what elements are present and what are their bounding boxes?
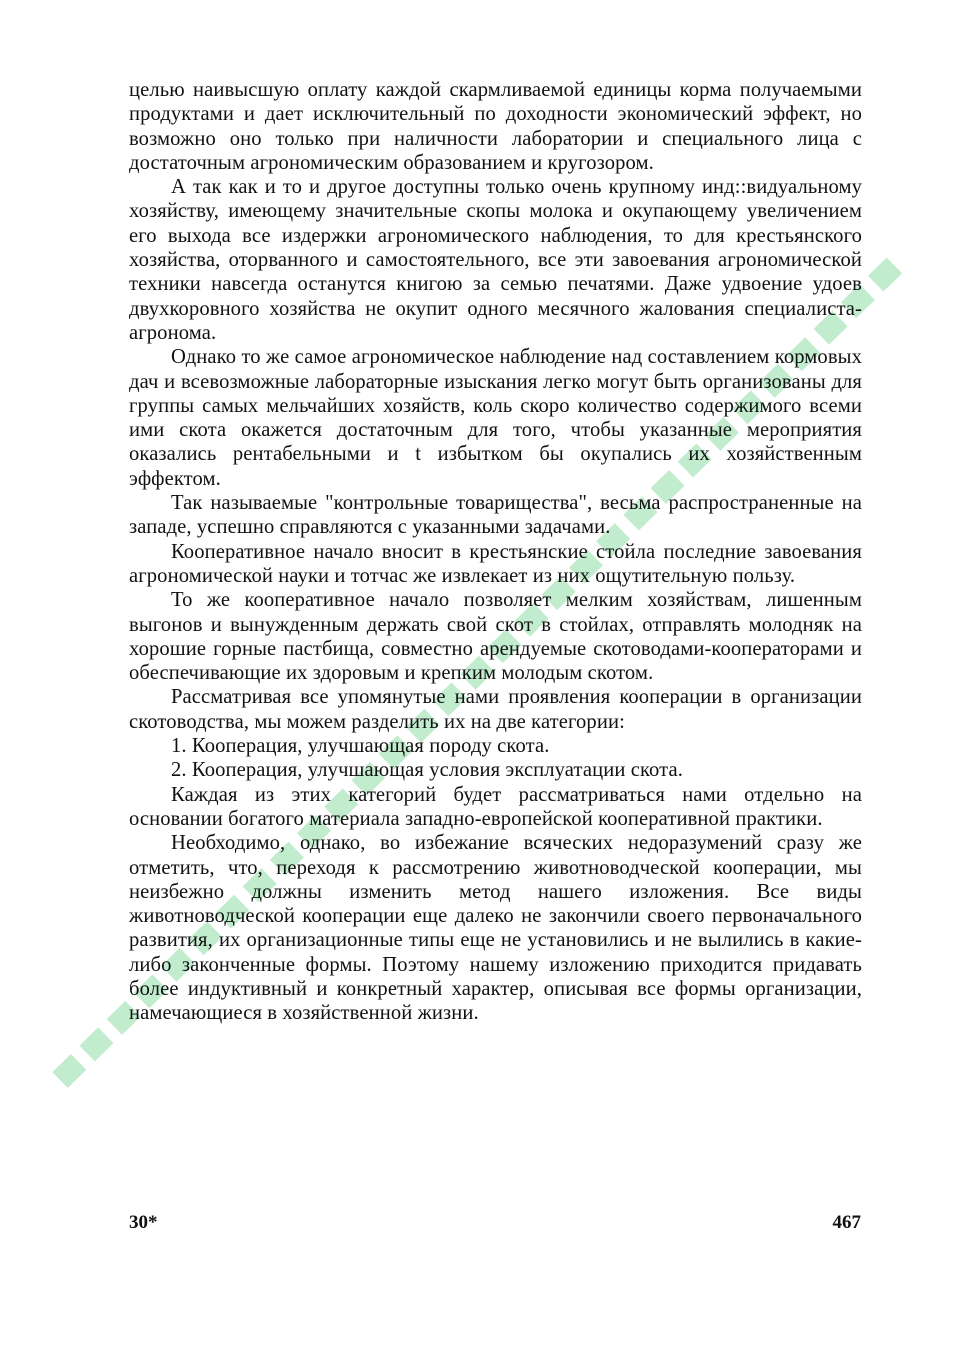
- paragraph: Кооперативное начало вносит в крестьянские стойла последние завоевания агрономической науки и тотчас же извлекает из них ощутительную пользу.: [129, 540, 862, 587]
- paragraph: Однако то же самое агрономическое наблюдение над составлением кормовых дач и всевозможные лабораторные изыскания легко могут быть организованы для группы самых мельчайших хозяйств, коль скоро количество содержимого всеми ими скота окажется достаточным для того, чтобы указанные мероприятия оказались рентабельными и t избытком бы окупались их хозяйственным эффектом.: [129, 346, 862, 490]
- page-number: 467: [832, 1212, 861, 1233]
- body-text: [129, 78, 862, 1026]
- signature-mark: 30*: [129, 1212, 158, 1233]
- paragraph: А так как и то и другое доступны только очень крупному инд::видуальному хозяйству, имеющему значительные скопы молока и окупающему увеличением его выхода все издержки агрономического наблюдения, то для крестьянского хозяйства, оторванного и самостоятельного, все эти завоевания агрономической техники навсегда останутся книгою за семью печатями. Даже удвоение удоев двухкоровного хозяйства не окупит одного месячного жалования специалиста-агронома.: [129, 176, 862, 344]
- list-item: 1. Кооперация, улучшающая породу скота.: [171, 735, 550, 758]
- paragraph: То же кооперативное начало позволяет мелким хозяйствам, лишенным выгонов и вынужденным держать свой скот в стойлах, отправлять молодняк на хорошие горные пастбища, совместно арендуемые скотоводами-кооператорами и обеспечивающие их здоровым и крепким молодым скотом.: [129, 589, 862, 685]
- paragraph: целью наивысшую оплату каждой скармливаемой единицы корма получаемыми продуктами и дает исключительный по доходности экономический эффект, но возможно оно только при наличности лаборатории и специального лица с достаточным агрономическим образованием и кругозором.: [129, 79, 862, 174]
- paragraph: Так называемые "контрольные товарищества", весьма распространенные на западе, успешно справляются с указанными задачами.: [129, 492, 862, 539]
- paragraph: Каждая из этих категорий будет рассматриваться нами отдельно на основании богатого материала западно-европейской кооперативной практики.: [129, 783, 862, 830]
- list-item: 2. Кооперация, улучшающая условия эксплуатации скота.: [171, 759, 683, 782]
- paragraph: Необходимо, однако, во избежание всяческих недоразумений сразу же отметить, что, переходя к рассмотрению животноводческой кооперации, мы неизбежно должны изменить метод нашего изложения. Все виды животноводческой кооперации еще далеко не закончили своего первоначального развития, их организационные типы еще не установились и не вылились в какие-либо законченные формы. Поэтому нашему изложению приходится придавать более индуктивный и конкретный характер, описывая все формы организации, намечающиеся в хозяйственной жизни.: [129, 832, 862, 1025]
- paragraph: Рассматривая все упомянутые нами проявления кооперации в организации скотоводства, мы можем разделить их на две категории:: [129, 686, 862, 733]
